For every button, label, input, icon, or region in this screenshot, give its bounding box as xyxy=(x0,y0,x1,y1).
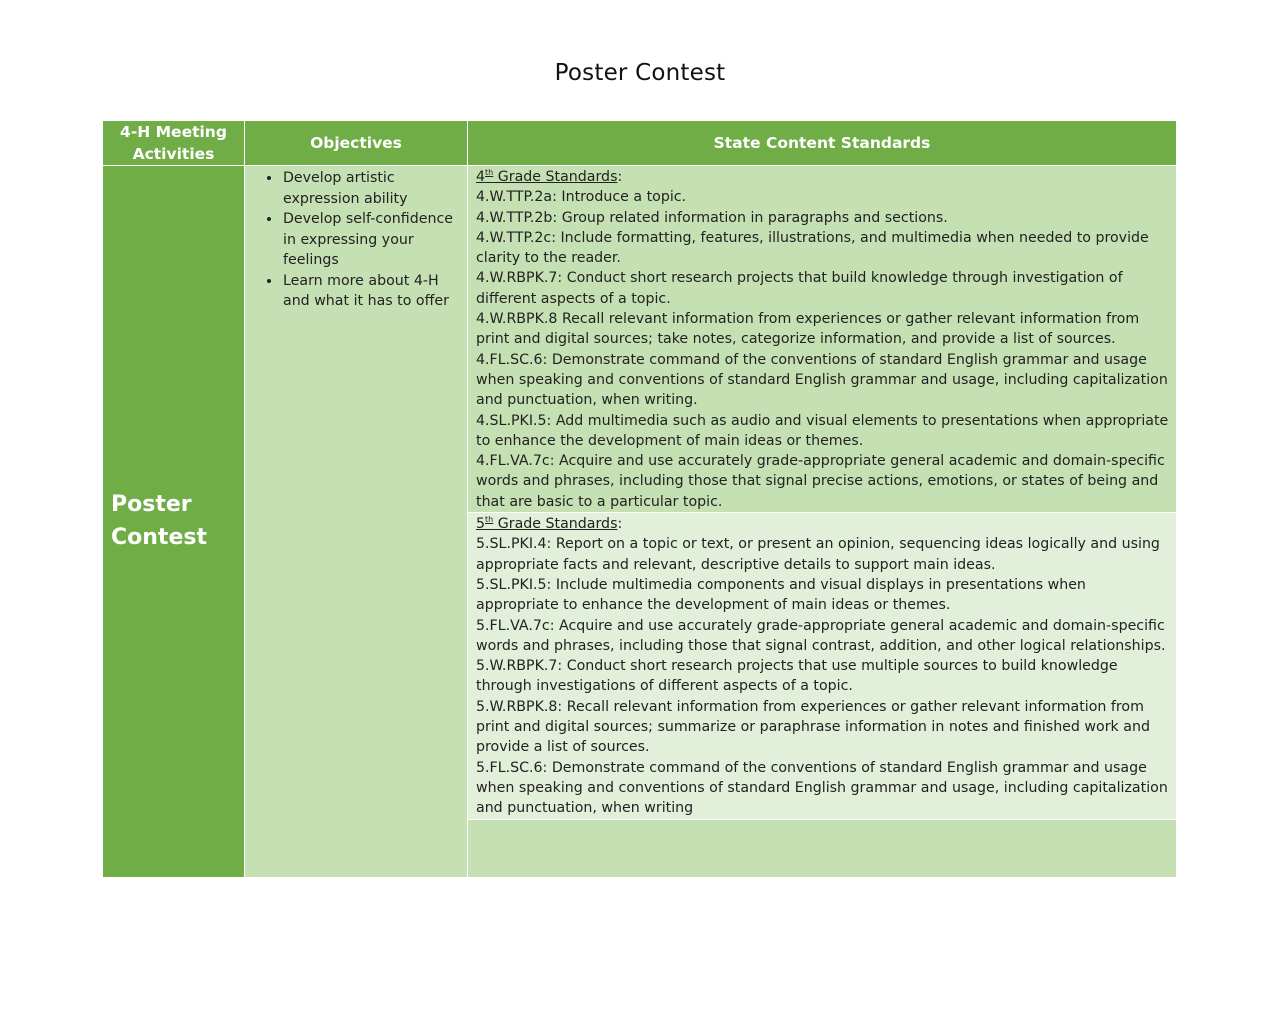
table-row xyxy=(103,166,1177,513)
standard-item: 5.W.RBPK.7: Conduct short research projects that use multiple sources to build knowledge through investigations of different aspects of a topic. xyxy=(476,658,1118,695)
grade4-standards-cell xyxy=(468,166,1177,513)
standard-item: 5.W.RBPK.8: Recall relevant information from experiences or gather relevant information from print and digital sources; summarize or paraphrase information in notes and finished work and provide a list of sources. xyxy=(476,698,1150,756)
grade5-standards-cell xyxy=(468,513,1177,819)
grade5-heading-colon: : xyxy=(617,516,623,533)
standards-table xyxy=(102,120,1177,878)
standard-item: 4.W.TTP.2c: Include formatting, features, illustrations, and multimedia when needed to provide clarity to the reader. xyxy=(476,229,1149,267)
header-objectives: Objectives xyxy=(245,121,468,166)
objective-item: • Develop self-confidence in expressing your feelings xyxy=(282,209,467,271)
standard-item: 4.FL.SC.6: Demonstrate command of the conventions of standard English grammar and usage when speaking and conventions of standard English grammar and usage, including capitalization and punctuation, when writing. xyxy=(476,351,1168,409)
grade4-heading xyxy=(476,167,1170,187)
standard-item: 4.SL.PKI.5: Add multimedia such as audio and visual elements to presentations when appropriate to enhance the development of main ideas or themes. xyxy=(476,412,1169,449)
objectives-list xyxy=(245,168,467,312)
standard-item: 4.W.TTP.2a: Introduce a topic. xyxy=(476,189,687,206)
activity-name: Poster Contest xyxy=(103,166,245,878)
standard-item: 5.FL.SC.6: Demonstrate command of the conventions of standard English grammar and usage when speaking and conventions of standard English grammar and usage, including capitalization and punctuation, when writing xyxy=(476,759,1168,817)
objective-item: • Learn more about 4-H and what it has to offer xyxy=(282,271,467,312)
objectives-cell xyxy=(245,166,468,878)
standard-item: 4.W.TTP.2b: Group related information in paragraphs and sections. xyxy=(476,209,948,226)
standard-item: 5.FL.VA.7c: Acquire and use accurately grade-appropriate general academic and domain-specific words and phrases, including those that signal contrast, addition, and other logical relationships. xyxy=(476,617,1166,654)
standard-item: 5.SL.PKI.4: Report on a topic or text, or present an opinion, sequencing ideas logically and using appropriate facts and relevant, descriptive details to support main ideas. xyxy=(476,536,1160,573)
grade5-heading xyxy=(476,514,1170,534)
grade5-heading-sup: th xyxy=(485,515,494,525)
header-activities: 4-H Meeting Activities xyxy=(103,121,245,166)
header-standards: State Content Standards xyxy=(468,121,1177,166)
grade4-heading-num: 4 xyxy=(476,169,486,185)
grade4-heading-colon: : xyxy=(617,169,623,185)
grade5-heading-text: Grade Standards xyxy=(493,516,618,533)
table-header-row xyxy=(103,121,1177,166)
standard-item: 4.W.RBPK.8 Recall relevant information from experiences or gather relevant information from print and digital sources; take notes, categorize information, and provide a list of sources. xyxy=(476,311,1140,348)
standard-item: 5.SL.PKI.5: Include multimedia components and visual displays in presentations when appropriate to enhance the development of main ideas or themes. xyxy=(476,576,1086,614)
standard-item: 4.W.RBPK.7: Conduct short research projects that build knowledge through investigation of different aspects of a topic. xyxy=(476,270,1123,307)
page-title: Poster Contest xyxy=(554,60,726,86)
empty-standards-cell xyxy=(468,819,1177,877)
grade4-heading-text: Grade Standards xyxy=(493,169,618,185)
objective-item: • Develop artistic expression ability xyxy=(282,168,467,209)
grade4-heading-sup: th xyxy=(485,168,494,177)
grade5-heading-num: 5 xyxy=(476,516,486,533)
standard-item: 4.FL.VA.7c: Acquire and use accurately grade-appropriate general academic and domain-specific words and phrases, including those that signal precise actions, emotions, or states of being and that are basic to a particular topic. xyxy=(476,453,1165,510)
